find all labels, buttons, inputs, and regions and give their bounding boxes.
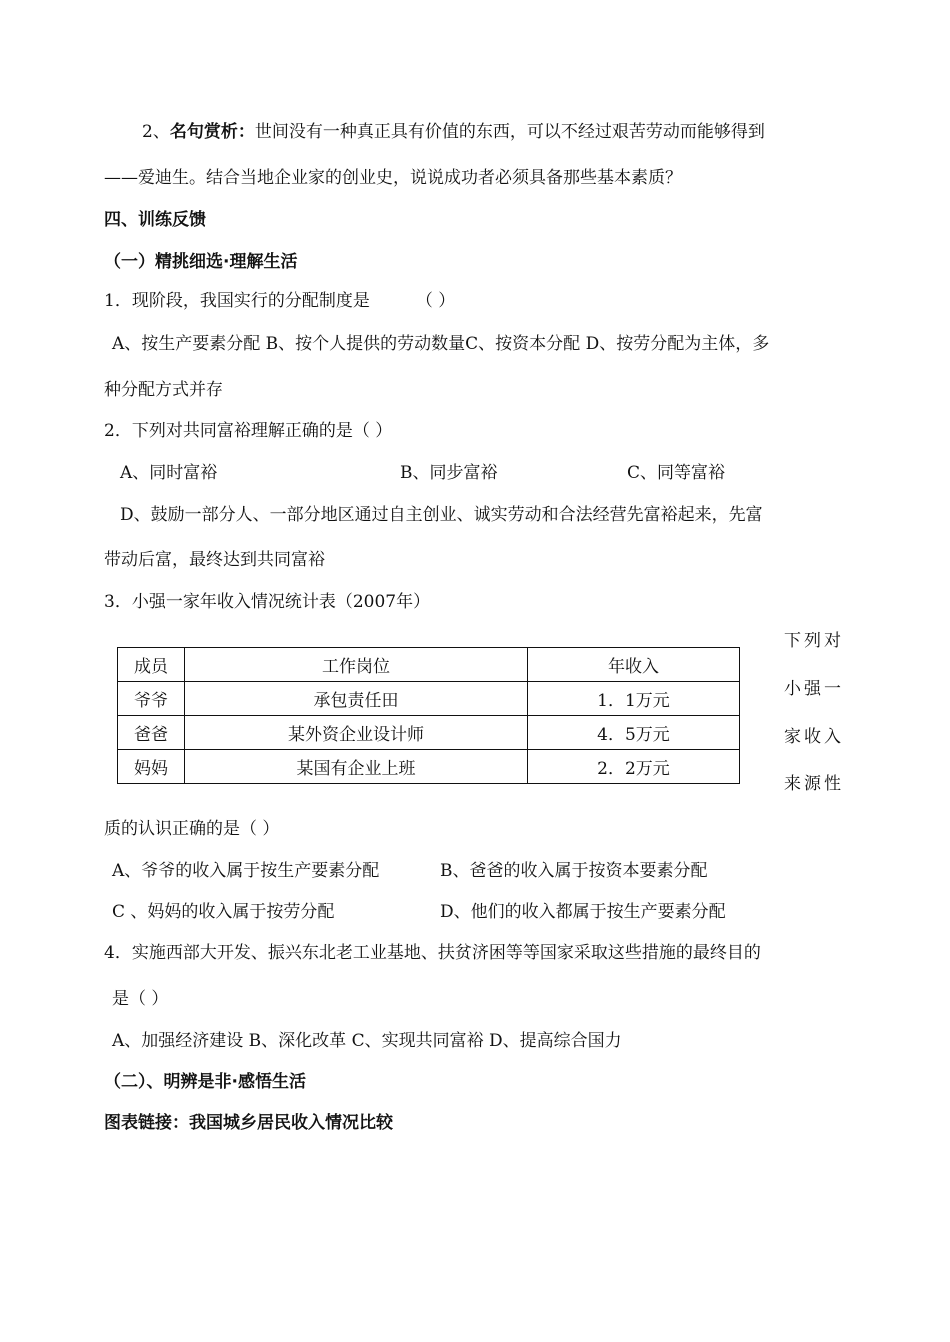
- table-cell: 妈妈: [118, 750, 185, 784]
- q4-options: A、加强经济建设 B、深化改革 C、实现共同富裕 D、提高综合国力: [112, 1031, 622, 1051]
- quote-line-1: 世间没有一种真正具有价值的东西，可以不经过艰苦劳动而能够得到: [254, 122, 765, 142]
- q2-option-d-line-2: 带动后富，最终达到共同富裕: [104, 550, 325, 570]
- q3-option-a: A、爷爷的收入属于按生产要素分配: [112, 861, 380, 881]
- table-row: [118, 682, 740, 716]
- table-header-cell: 年收入: [528, 648, 740, 682]
- q3-stem: 3．小强一家年收入情况统计表（2007年）: [104, 592, 431, 612]
- quote-number: 2、: [142, 122, 170, 142]
- table-cell: 爸爸: [118, 716, 185, 750]
- table-cell: 2．2万元: [528, 750, 740, 784]
- q1-stem-text: 1．现阶段，我国实行的分配制度是: [104, 291, 370, 311]
- table-header-cell: 成员: [118, 648, 185, 682]
- table-row: [118, 750, 740, 784]
- q2-option-b: B、同步富裕: [400, 463, 498, 483]
- q3-continuation: 质的认识正确的是（ ）: [104, 819, 280, 839]
- table-cell: 4．5万元: [528, 716, 740, 750]
- q1-answer-blank: （ ）: [415, 291, 456, 311]
- income-table: [117, 647, 740, 784]
- quote-line-2: ——爱迪生。结合当地企业家的创业史，说说成功者必须具备那些基本素质？: [104, 168, 682, 188]
- q3-side-text-2: 小强一: [784, 679, 844, 699]
- q3-option-d: D、他们的收入都属于按生产要素分配: [440, 902, 726, 922]
- table-cell: 某国有企业上班: [185, 750, 528, 784]
- q1-options-line-1: A、按生产要素分配 B、按个人提供的劳动数量C、按资本分配 D、按劳分配为主体，多: [112, 334, 770, 354]
- q3-side-text-3: 家收入: [784, 727, 844, 747]
- q2-option-c: C、同等富裕: [627, 463, 726, 483]
- q2-option-d-line-1: D、鼓励一部分人、一部分地区通过自主创业、诚实劳动和合法经营先富裕起来，先富: [120, 505, 763, 525]
- table-cell: 承包责任田: [185, 682, 528, 716]
- q2-option-a: A、同时富裕: [120, 463, 218, 483]
- table-row: [118, 716, 740, 750]
- q1-options-line-2: 种分配方式并存: [104, 380, 223, 400]
- table-cell: 某外资企业设计师: [185, 716, 528, 750]
- q3-side-text-1: 下列对: [784, 631, 844, 651]
- q3-side-text-4: 来源性: [784, 774, 844, 794]
- quote-label: 名句赏析：: [169, 122, 255, 142]
- section-title: 四、训练反馈: [104, 210, 206, 230]
- q4-stem-line-2: 是（ ）: [112, 989, 169, 1009]
- table-cell: 1．1万元: [528, 682, 740, 716]
- quote-question: [142, 121, 765, 143]
- q1-stem: [104, 290, 455, 312]
- q3-option-b: B、爸爸的收入属于按资本要素分配: [440, 861, 708, 881]
- table-header-cell: 工作岗位: [185, 648, 528, 682]
- chart-link-title: 图表链接：我国城乡居民收入情况比较: [104, 1113, 393, 1133]
- subsection-title-1: （一）精挑细选·理解生活: [104, 252, 298, 272]
- q4-stem-line-1: 4．实施西部大开发、振兴东北老工业基地、扶贫济困等等国家采取这些措施的最终目的: [104, 943, 761, 963]
- table-cell: 爷爷: [118, 682, 185, 716]
- subsection-title-2: （二）、明辨是非·感悟生活: [104, 1072, 306, 1092]
- q3-option-c: C 、妈妈的收入属于按劳分配: [112, 902, 335, 922]
- q2-stem: 2．下列对共同富裕理解正确的是（ ）: [104, 421, 393, 441]
- table-header-row: [118, 648, 740, 682]
